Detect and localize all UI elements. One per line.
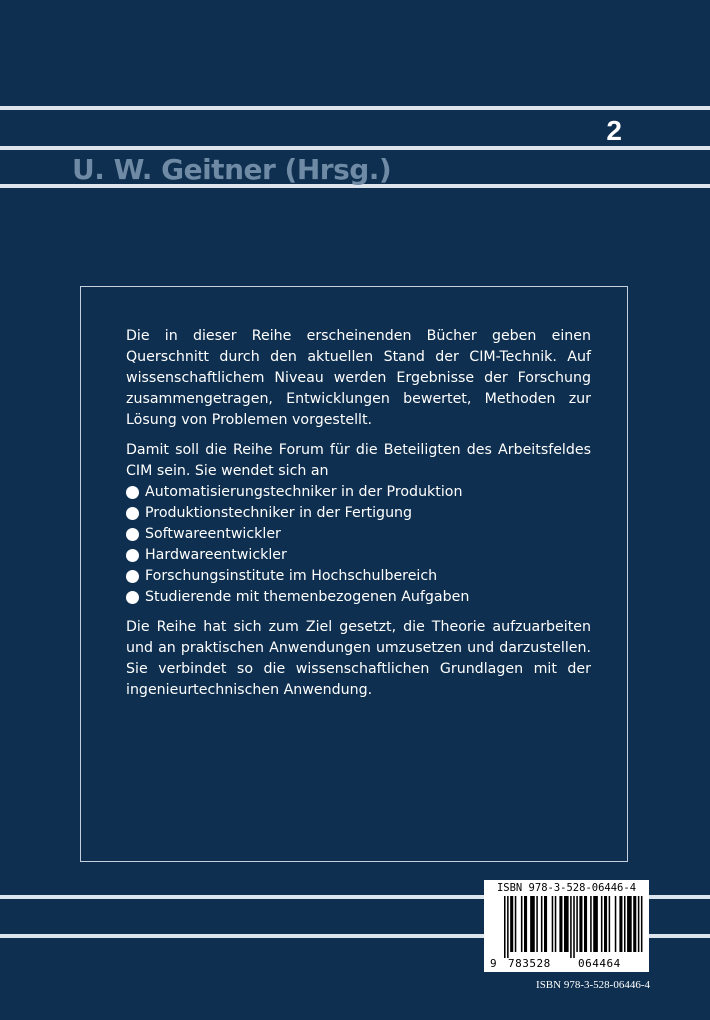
- editor-name: U. W. Geitner (Hrsg.): [72, 153, 392, 186]
- barcode-bar: [524, 896, 527, 952]
- description-box: [80, 286, 628, 862]
- volume-number: 2: [606, 115, 622, 146]
- audience-item-label: Softwareentwickler: [145, 526, 281, 542]
- barcode-bar: [564, 896, 569, 952]
- barcode-bar: [615, 896, 617, 952]
- description-text: [126, 326, 591, 701]
- audience-item: [126, 566, 591, 587]
- barcode-bar: [544, 896, 547, 952]
- barcode-bar: [521, 896, 523, 952]
- barcode-bar: [584, 896, 587, 952]
- barcode-bar: [573, 896, 575, 958]
- bullet-icon: [126, 591, 139, 604]
- barcode-bar: [576, 896, 578, 952]
- barcode-bar: [641, 896, 643, 952]
- audience-item: [126, 482, 591, 503]
- description-paragraph-3: Die Reihe hat sich zum Ziel gesetzt, die Theorie aufzuarbeiten und an praktischen Anwendungen umzusetzen und darzustellen. Sie verbindet so die wissenschaftlichen Grundlagen mit der ingenieurtechnischen Anwendung.: [126, 619, 591, 698]
- barcode-isbn-label: ISBN 978-3-528-06446-4: [496, 882, 637, 894]
- audience-item-label: Hardwareentwickler: [145, 547, 287, 563]
- top-stripe-1: [0, 106, 710, 110]
- audience-item: [126, 503, 591, 524]
- audience-item: [126, 587, 591, 608]
- barcode-bar: [590, 896, 592, 952]
- barcode-bar: [570, 896, 572, 958]
- barcode-bar: [504, 896, 506, 958]
- audience-item-label: Studierende mit themenbezogenen Aufgaben: [145, 589, 470, 605]
- audience-item-label: Automatisierungstechniker in der Produktion: [145, 484, 463, 500]
- audience-item: [126, 524, 591, 545]
- barcode-bar: [593, 896, 598, 952]
- bullet-icon: [126, 528, 139, 541]
- barcode: [484, 880, 649, 972]
- barcode-bar: [559, 896, 562, 952]
- bullet-icon: [126, 570, 139, 583]
- barcode-bar: [507, 896, 509, 958]
- barcode-bar: [601, 896, 603, 952]
- isbn-footer: ISBN 978-3-528-06446-4: [536, 979, 650, 991]
- barcode-bar: [541, 896, 543, 952]
- top-stripe-2: [0, 146, 710, 150]
- barcode-bar: [619, 896, 622, 952]
- bullet-icon: [126, 549, 139, 562]
- audience-list: [126, 482, 591, 608]
- barcode-bar: [638, 896, 640, 952]
- barcode-bar: [515, 896, 517, 952]
- barcode-bar: [633, 896, 636, 952]
- barcode-bar: [530, 896, 535, 952]
- audience-item: [126, 545, 591, 566]
- description-paragraph-1: Die in dieser Reihe erscheinenden Bücher geben einen Querschnitt durch den aktuellen Stand der CIM-Technik. Auf wissenschaftlichem Niveau werden Ergebnisse der Forschung zusammengetragen, Entwicklungen bewertet, Methoden zur Lösung von Problemen vorgestellt.: [126, 328, 591, 428]
- barcode-bar: [627, 896, 632, 952]
- barcode-bar: [552, 896, 554, 952]
- barcode-digits-right: 064464: [578, 957, 621, 970]
- barcode-digits-left: 783528: [508, 957, 551, 970]
- barcode-bar: [604, 896, 607, 952]
- barcode-bar: [624, 896, 626, 952]
- barcode-bar: [579, 896, 582, 952]
- bullet-icon: [126, 486, 139, 499]
- barcode-bar: [536, 896, 538, 952]
- barcode-bars-icon: [504, 896, 644, 958]
- barcode-bar: [555, 896, 557, 952]
- description-paragraph-2: Damit soll die Reihe Forum für die Beteiligten des Arbeitsfeldes CIM sein. Sie wendet sich an: [126, 442, 591, 479]
- barcode-bar: [609, 896, 611, 952]
- bullet-icon: [126, 507, 139, 520]
- audience-item-label: Forschungsinstitute im Hochschulbereich: [145, 568, 438, 584]
- barcode-digit-first: 9: [490, 957, 497, 970]
- barcode-bar: [510, 896, 513, 952]
- audience-item-label: Produktionstechniker in der Fertigung: [145, 505, 413, 521]
